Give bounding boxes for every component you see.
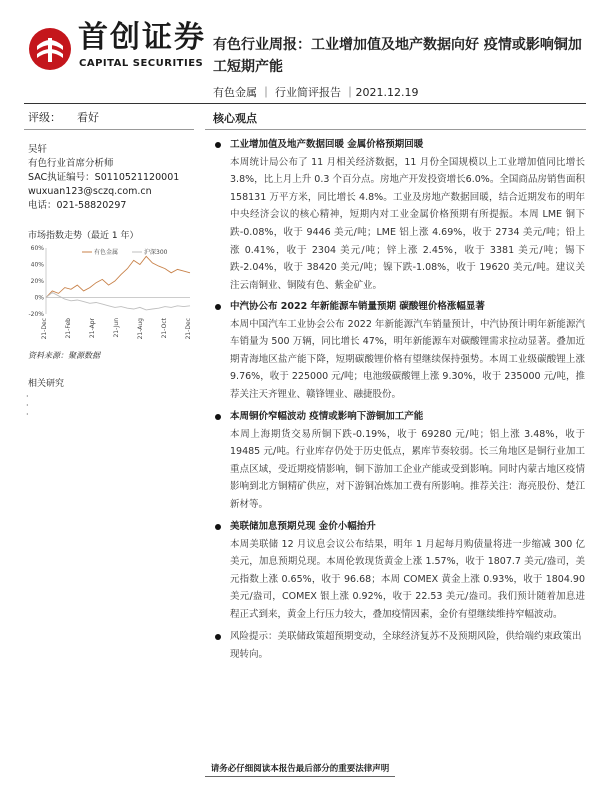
x-tick-label: 21-Aug — [137, 318, 144, 340]
x-tick-label: 21-Dec — [41, 318, 48, 340]
report-subline: 有色金属 ｜ 行业简评报告 ｜2021.12.19 — [213, 86, 419, 99]
core-view-title: 核心观点 — [213, 112, 257, 125]
y-tick-label: 40% — [30, 261, 44, 269]
footer-disclaimer: 请务必仔细阅读本报告最后部分的重要法律声明 — [210, 764, 390, 774]
x-tick-label: 21-Apr — [89, 318, 96, 339]
footer-divider — [205, 776, 395, 777]
section-4 — [213, 518, 585, 624]
section-4-body: 本周美联储 12 月议息会议公布结果，明年 1 月起每月购债量将进一步缩减 300 亿美元，加息预期兑现。本周伦敦现货黄金上涨 1.57%，收于 1807.7 美元/盎司，美元指数上涨 0.65%，收于 96.68；本周 COMEX 黄金上涨 0.93%，收于 1804.90 美元/盎司，COMEX 银上涨 0.92%，收于 22.53 美元/盎司。我们预计随着加息进程正式到来，黄金上行压力较大，叠加疫情因素，金价有望继续维持窄幅波动。 — [230, 538, 585, 620]
chart-source: 资料来源：聚源数据 — [28, 351, 100, 360]
y-tick-label: 0% — [34, 294, 44, 302]
capital-securities-logo-icon — [27, 26, 73, 72]
rating-label: 评级： — [28, 111, 61, 124]
risk-warning-text: 风险提示：美联储政策超预期变动，全球经济复苏不及预期风险，供给端约束政策出现转向。 — [213, 628, 585, 663]
section-2 — [213, 298, 585, 404]
logo-english-name: CAPITAL SECURITIES — [79, 58, 204, 69]
series-line-1 — [46, 256, 190, 297]
logo-chinese-name: 首创证券 — [78, 20, 206, 55]
section-1-body: 本周统计局公布了 11 月相关经济数据，11 月份全国规模以上工业增加值同比增长 3.8%，比上月上升 0.3 个百分点。房地产开发投资增长6.0%。全国商品房销售面积 158131 万平方米，同比增长 4.8%。工业及房地产数据回暖，结合近期发布的明年中央经济会议的核心精神，短期内对工业金属价格预期有所提振。本周 LME 铜下跌-0.08%，收于 9446 美元/吨；LME 铝上涨 4.69%，收于 2734 美元/吨；铅上涨 0.41%，收于 2304 美元/吨；锌上涨 2.45%，收于 3381 美元/吨；锡下跌-2.04%，收于 38420 美元/吨；镍下跌-1.08%，收于 19620 美元/吨。建议关注云南铜业、铜陵有色、紫金矿业。 — [230, 156, 585, 291]
section-3-body: 本周上海期货交易所铜下跌-0.19%，收于 69280 元/吨；铝上涨 3.48%，收于 19485 元/吨。行业库存仍处于历史低点，累库节奏较弱。长三角地区是铜行业加工重点区域，受近期疫情影响，铜下游加工企业产能或受到影响。同时内蒙古地区疫情影响到北方铜精矿供应，对下游铜冶炼加工费有所影响。推荐关注：海亮股份、楚江新材等。 — [230, 428, 585, 510]
section-2-body: 本周中国汽车工业协会公布 2022 年新能源汽车销量预计，中汽协预计明年新能源汽车销量为 500 万辆，同比增长 47%，明年新能源车对碳酸锂需求拉动显著。叠加近期青海地区盐产能下降，短期碳酸锂价格有望继续保持强势。本周工业级碳酸锂上涨 9.76%，收于 225000 元/吨；电池级碳酸锂上涨 9.30%，收于 235000 元/吨，推荐关注天齐锂业、赣锋锂业、融捷股份。 — [230, 318, 585, 400]
section-3 — [213, 408, 585, 514]
y-tick-label: 60% — [30, 245, 44, 252]
x-tick-label: 21-Dec — [185, 318, 192, 340]
analyst-email[interactable]: wuxuan123@sczq.com.cn — [28, 186, 152, 197]
rating-value: 看好 — [77, 111, 99, 124]
section-1 — [213, 136, 585, 294]
series-line-2 — [46, 293, 190, 310]
legend-label: 有色金属 — [94, 249, 119, 256]
analyst-info — [28, 143, 179, 213]
y-tick-label: -20% — [28, 311, 44, 318]
header-divider — [24, 103, 586, 104]
analyst-name: 吴轩 — [28, 144, 48, 155]
section-2-heading: 中汽协公布 2022 年新能源车销量预期 碳酸锂价格涨幅显著 — [213, 298, 585, 316]
right-divider — [205, 129, 586, 130]
analyst-role: 有色行业首席分析师 — [28, 158, 114, 169]
analyst-sac: SAC执证编号：S0110521120001 — [28, 172, 180, 183]
market-index-chart — [24, 240, 196, 342]
legend-label: 沪深300 — [144, 249, 168, 256]
chart-title: 市场指数走势（最近 1 年） — [28, 231, 139, 241]
analyst-phone: 电话：021-58820297 — [28, 200, 127, 211]
report-title: 有色行业周报：工业增加值及地产数据向好 疫情或影响铜加工短期产能 — [213, 37, 582, 75]
x-tick-label: 21-Feb — [65, 318, 72, 339]
x-tick-label: 21-Jun — [113, 318, 120, 338]
section-3-heading: 本周铜价窄幅波动 疫情或影响下游铜加工产能 — [213, 408, 585, 426]
x-tick-label: 21-Oct — [161, 318, 168, 339]
related-research-bullets: · · · — [26, 392, 29, 419]
y-tick-label: 20% — [30, 278, 44, 285]
rating — [28, 109, 99, 125]
section-1-heading: 工业增加值及地产数据回暖 金属价格预期回暖 — [213, 136, 585, 154]
left-divider — [24, 129, 194, 130]
section-4-heading: 美联储加息预期兑现 金价小幅抬升 — [213, 518, 585, 536]
related-research-title: 相关研究 — [28, 379, 65, 389]
risk-warning — [213, 628, 585, 663]
